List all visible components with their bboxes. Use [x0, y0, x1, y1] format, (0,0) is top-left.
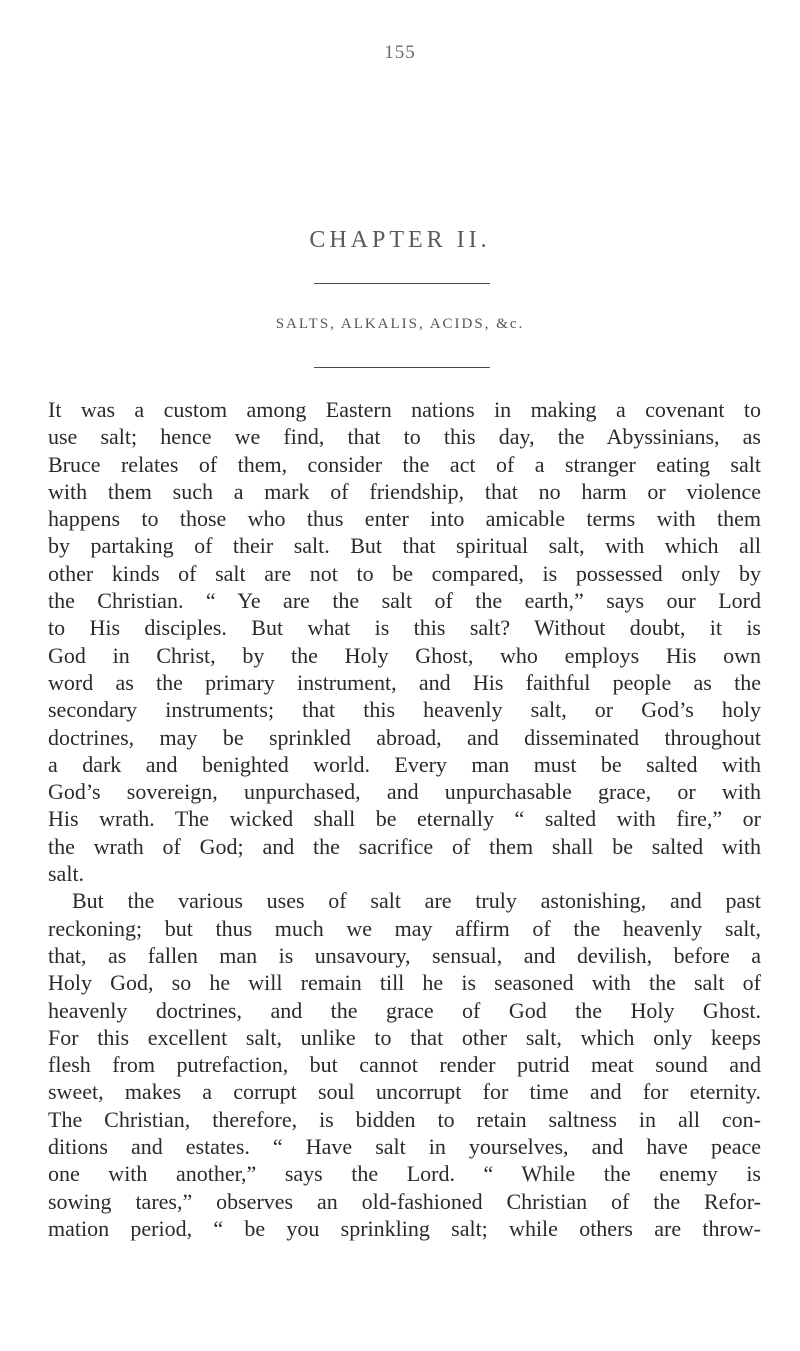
text-line: flesh from putrefaction, but cannot render putrid meat sound and	[48, 1052, 761, 1078]
text-line: His wrath. The wicked shall be eternally “ salted with fire,” or	[48, 806, 761, 832]
text-line: by partaking of their salt. But that spiritual salt, with which all	[48, 533, 761, 559]
text-line: doctrines, may be sprinkled abroad, and disseminated throughout	[48, 724, 761, 750]
text-line: mation period, “ be you sprinkling salt; while others are throw-	[48, 1215, 761, 1241]
text-line: use salt; hence we find, that to this day, the Abyssinians, as	[48, 424, 761, 450]
text-line: one with another,” says the Lord. “ While the enemy is	[48, 1161, 761, 1187]
chapter-title: CHAPTER II.	[309, 227, 491, 253]
body-text	[48, 396, 761, 1242]
text-line: salt.	[48, 861, 85, 887]
page-number: 155	[384, 42, 416, 63]
text-line: The Christian, therefore, is bidden to retain saltness in all con-	[48, 1106, 761, 1132]
text-line: For this excellent salt, unlike to that other salt, which only keeps	[48, 1024, 761, 1050]
text-line: reckoning; but thus much we may affirm of the heavenly salt,	[48, 915, 761, 941]
text-line: to His disciples. But what is this salt? Without doubt, it is	[48, 615, 761, 641]
text-line: with them such a mark of friendship, that no harm or violence	[48, 478, 761, 504]
text-line: But the various uses of salt are truly astonishing, and past	[72, 888, 761, 914]
text-line: the Christian. “ Ye are the salt of the earth,” says our Lord	[48, 588, 761, 614]
text-line: sowing tares,” observes an old-fashioned Christian of the Refor-	[48, 1188, 761, 1214]
text-line: other kinds of salt are not to be compared, is possessed only by	[48, 560, 761, 586]
text-line: God in Christ, by the Holy Ghost, who employs His own	[48, 642, 761, 668]
text-line: It was a custom among Eastern nations in making a covenant to	[48, 397, 761, 422]
chapter-subtitle: SALTS, ALKALIS, ACIDS, &c.	[275, 316, 525, 332]
text-line: Bruce relates of them, consider the act of a stranger eating salt	[48, 451, 761, 477]
text-line: ditions and estates. “ Have salt in yourselves, and have peace	[48, 1134, 761, 1160]
text-line: secondary instruments; that this heavenly salt, or God’s holy	[48, 697, 761, 723]
text-line: that, as fallen man is unsavoury, sensual, and devilish, before a	[48, 942, 761, 968]
text-line: heavenly doctrines, and the grace of God the Holy Ghost.	[48, 997, 761, 1023]
text-line: God’s sovereign, unpurchased, and unpurchasable grace, or with	[48, 779, 761, 805]
divider-rule	[314, 367, 490, 368]
divider-rule	[314, 283, 490, 284]
text-line: a dark and benighted world. Every man must be salted with	[48, 751, 761, 777]
text-line: Holy God, so he will remain till he is seasoned with the salt of	[48, 970, 761, 996]
text-line: the wrath of God; and the sacrifice of them shall be salted with	[48, 833, 761, 859]
text-line: sweet, makes a corrupt soul uncorrupt for time and for eternity.	[48, 1079, 761, 1105]
text-line: word as the primary instrument, and His faithful people as the	[48, 669, 761, 695]
text-line: happens to those who thus enter into amicable terms with them	[48, 506, 761, 532]
